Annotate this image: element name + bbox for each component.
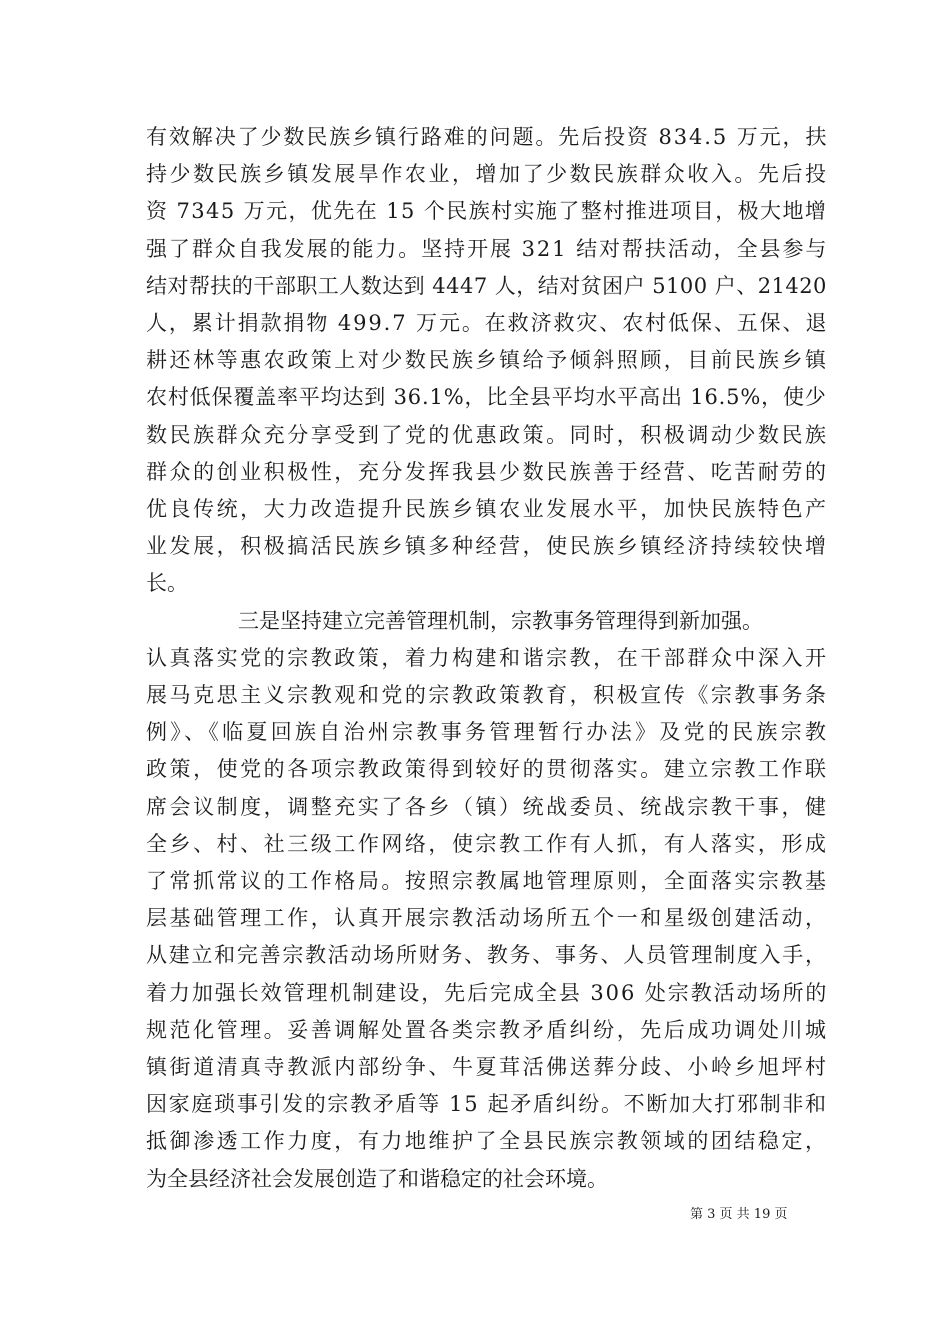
text-line: 长。 xyxy=(146,571,188,595)
text-line: 数民族群众充分享受到了党的优惠政策。同时，积极调动少数民族 xyxy=(146,423,829,447)
text-line: 认真落实党的宗教政策，着力构建和谐宗教，在干部群众中深入开 xyxy=(146,646,829,670)
text-line: 抵御渗透工作力度，有力地维护了全县民族宗教领域的团结稳定， xyxy=(146,1129,829,1153)
text-line: 政策，使党的各项宗教政策得到较好的贯彻落实。建立宗教工作联 xyxy=(146,757,829,781)
text-line: 业发展，积极搞活民族乡镇多种经营，使民族乡镇经济持续较快增 xyxy=(146,534,829,558)
paragraph-heading-line: 三是坚持建立完善管理机制，宗教事务管理得到新加强。 xyxy=(238,609,763,633)
text-line: 例》、《临夏回族自治州宗教事务管理暂行办法》及党的民族宗教 xyxy=(146,720,830,744)
text-line: 从建立和完善宗教活动场所财务、教务、事务、人员管理制度入手， xyxy=(146,943,828,967)
text-line: 展马克思主义宗教观和党的宗教政策教育，积极宣传《宗教事务条 xyxy=(146,683,829,707)
page-footer: 第 3 页 共 19 页 xyxy=(690,1207,788,1222)
text-line: 有效解决了少数民族乡镇行路难的问题。先后投资 834.5 万元，扶 xyxy=(146,125,829,149)
text-line: 着力加强长效管理机制建设，先后完成全县 306 处宗教活动场所的 xyxy=(146,981,829,1005)
text-line: 群众的创业积极性，充分发挥我县少数民族善于经营、吃苦耐劳的 xyxy=(146,460,829,484)
text-line: 规范化管理。妥善调解处置各类宗教矛盾纠纷，先后成功调处川城 xyxy=(146,1018,829,1042)
text-line: 农村低保覆盖率平均达到 36.1%，比全县平均水平高出 16.5%，使少 xyxy=(146,385,827,409)
text-line: 为全县经济社会发展创造了和谐稳定的社会环境。 xyxy=(146,1167,608,1191)
text-line: 了常抓常议的工作格局。按照宗教属地管理原则，全面落实宗教基 xyxy=(146,869,829,893)
text-line: 因家庭琐事引发的宗教矛盾等 15 起矛盾纠纷。不断加大打邪制非和 xyxy=(146,1092,828,1116)
text-line: 持少数民族乡镇发展旱作农业，增加了少数民族群众收入。先后投 xyxy=(146,162,829,186)
text-line: 结对帮扶的干部职工人数达到 4447 人，结对贫困户 5100 户、21420 xyxy=(146,274,827,298)
text-line: 优良传统，大力改造提升民族乡镇农业发展水平，加快民族特色产 xyxy=(146,497,829,521)
text-line: 强了群众自我发展的能力。坚持开展 321 结对帮扶活动，全县参与 xyxy=(146,237,829,261)
text-line: 资 7345 万元，优先在 15 个民族村实施了整村推进项目，极大地增 xyxy=(146,199,828,223)
text-line: 层基础管理工作，认真开展宗教活动场所五个一和星级创建活动， xyxy=(146,906,829,930)
text-line: 镇街道清真寺教派内部纷争、牛夏茸活佛送葬分歧、小岭乡旭坪村 xyxy=(146,1055,829,1079)
text-line: 全乡、村、社三级工作网络，使宗教工作有人抓，有人落实，形成 xyxy=(146,832,829,856)
text-line: 席会议制度，调整充实了各乡（镇）统战委员、统战宗教干事，健 xyxy=(146,795,829,819)
text-line: 耕还林等惠农政策上对少数民族乡镇给予倾斜照顾，目前民族乡镇 xyxy=(146,348,829,372)
text-line: 人，累计捐款捐物 499.7 万元。在救济救灾、农村低保、五保、退 xyxy=(146,311,829,335)
